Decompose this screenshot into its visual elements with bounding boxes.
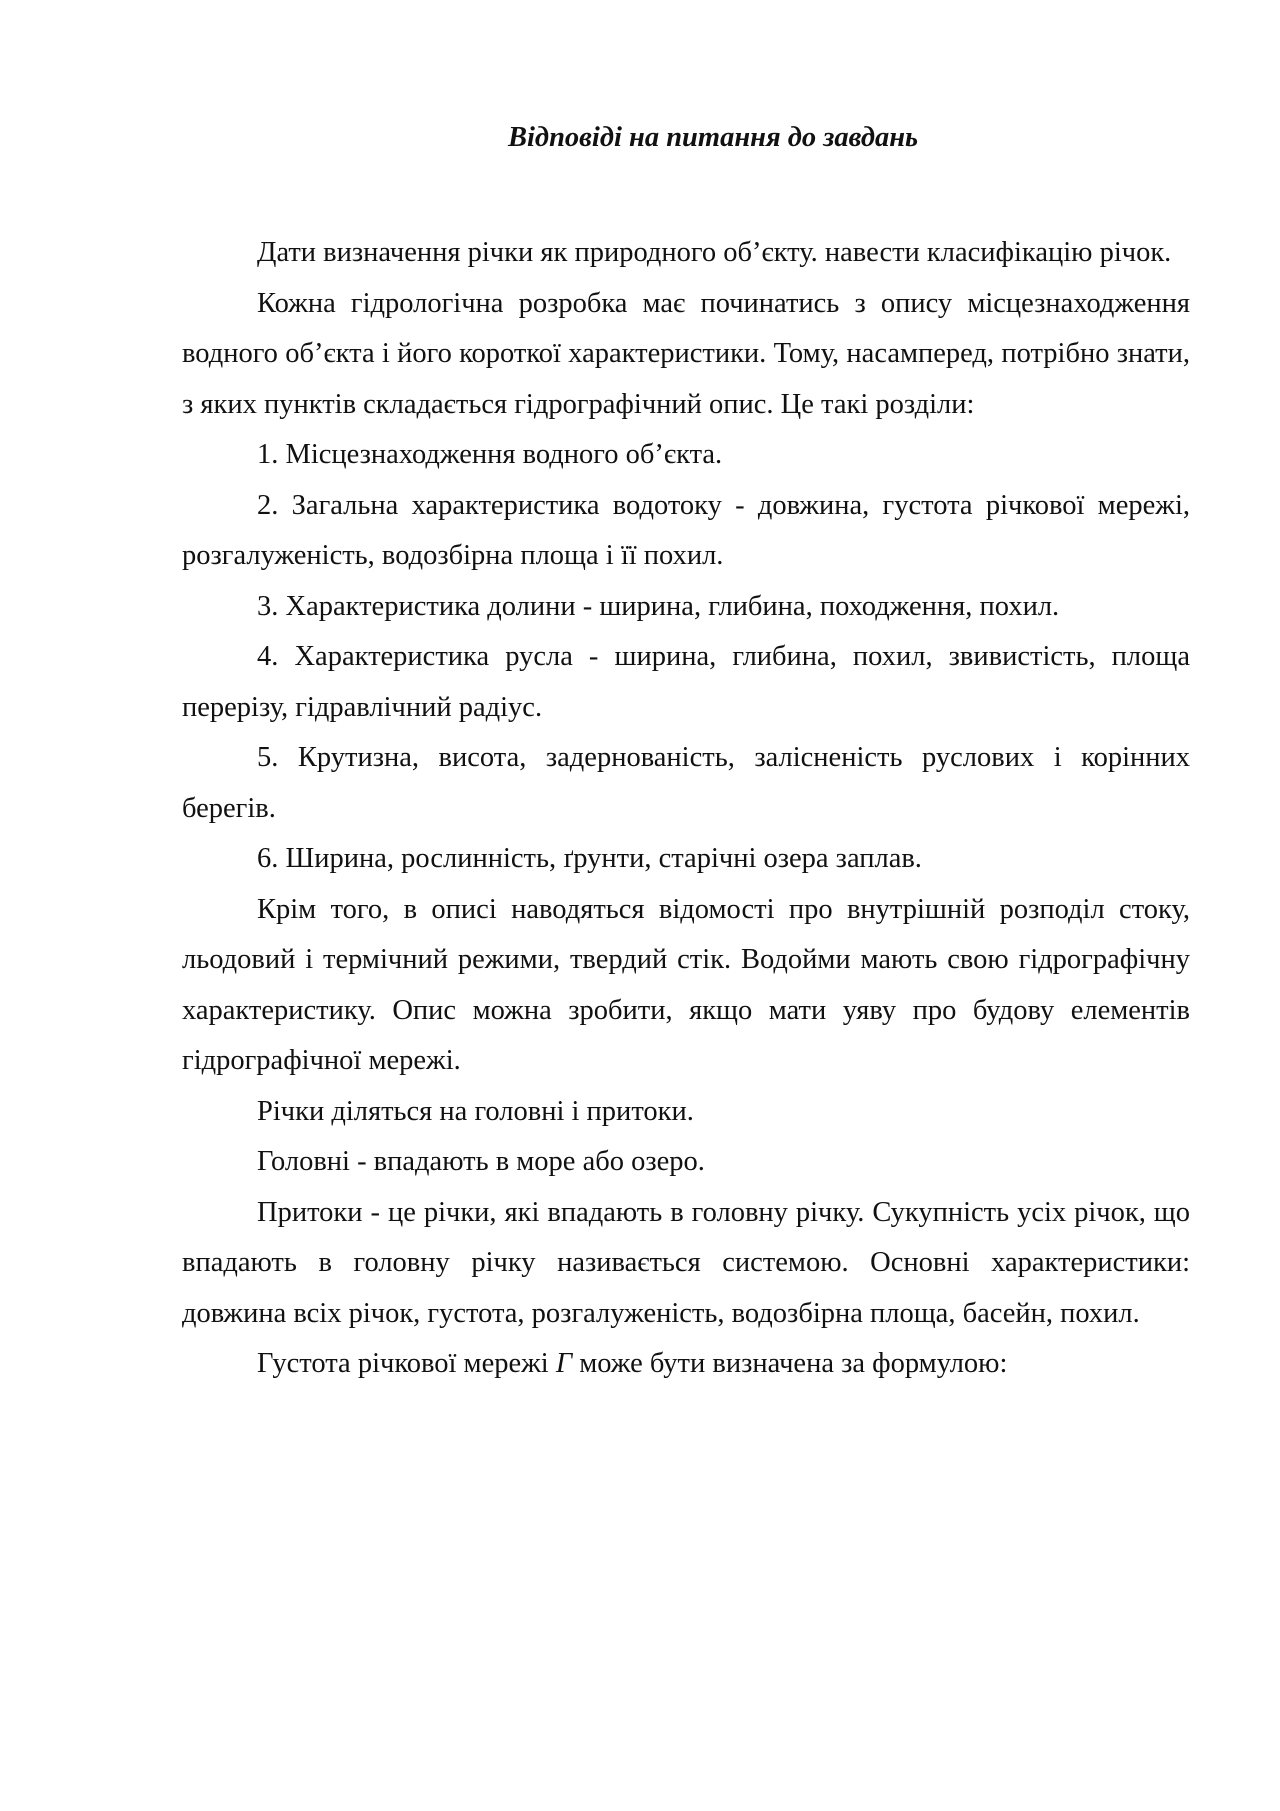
paragraph: Кожна гідрологічна розробка має починатись з опису місцезнаходження водного об’єкта і його короткої характеристики. Тому, насамперед, потрібно знати, з яких пунктів складається гідрографічний опис. Це такі розділи: — [182, 287, 1190, 420]
paragraph: Крім того, в описі наводяться відомості про внутрішній розподіл стоку, льодовий і термічний режими, твердий стік. Водойми мають свою гідрографічну характеристику. Опис можна зробити, якщо мати уяву про будову елементів гідрографічної мережі. — [182, 893, 1190, 1076]
document-title: Відповіді на питання до завдань — [508, 122, 919, 153]
list-item: 2. Загальна характеристика водотоку - довжина, густота річкової мережі, розгалуженість, водозбірна площа і її похил. — [182, 489, 1190, 571]
formula-intro-paragraph — [182, 1339, 1190, 1390]
list-item: 3. Характеристика долини - ширина, глибина, походження, похил. — [257, 590, 1060, 622]
document-content — [182, 118, 1190, 1390]
formula-variable: Г — [555, 1348, 573, 1379]
paragraph: Річки діляться на головні і притоки. — [257, 1095, 694, 1127]
paragraph: Головні - впадають в море або озеро. — [257, 1146, 705, 1177]
list-item: 1. Місцезнаходження водного об’єкта. — [257, 439, 723, 470]
formula-intro-text-end: може бути визначена за формулою: — [572, 1348, 1008, 1379]
list-item: 5. Крутизна, висота, задернованість, залісненість руслових і корінних берегів. — [182, 742, 1190, 824]
list-item: 4. Характеристика русла - ширина, глибина, похил, звивистість, площа перерізу, гідравлічний радіус. — [182, 641, 1190, 723]
paragraph: Дати визначення річки як природного об’єкту. навести класифікацію річок. — [257, 237, 1172, 268]
list-item: 6. Ширина, рослинність, ґрунти, старічні озера заплав. — [257, 843, 922, 874]
formula-intro-text: Густота річкової мережі — [257, 1348, 556, 1379]
document-body — [182, 228, 1190, 1390]
paragraph: Притоки - це річки, які впадають в головну річку. Сукупність усіх річок, що впадають в головну річку називається системою. Основні характеристики: довжина всіх річок, густота, розгалуженість, водозбірна площа, басейн, похил. — [182, 1196, 1190, 1329]
